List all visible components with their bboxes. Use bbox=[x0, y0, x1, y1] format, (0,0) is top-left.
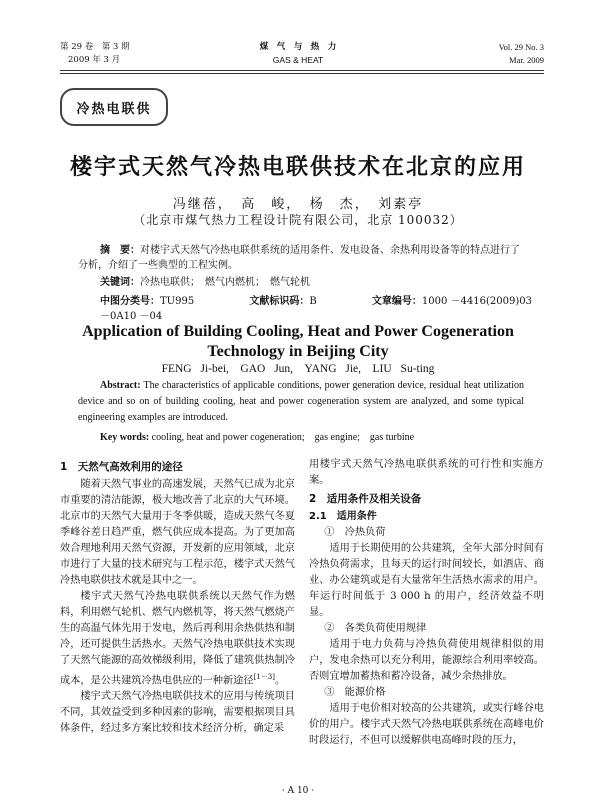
body-column-right bbox=[309, 457, 544, 749]
header-rule bbox=[60, 70, 544, 71]
paragraph bbox=[60, 589, 295, 689]
abstract-cn-text: 对楼宇式天然气冷热电联供系统的适用条件、发电设备、余热利用设备等的特点进行了分析，介绍了一些典型的工程实例。 bbox=[78, 245, 520, 271]
title-en-line2: Technology in Beijing City bbox=[207, 343, 389, 360]
authors-cn: 冯继蓓， 高 峻， 杨 杰， 刘素亭 bbox=[172, 197, 424, 212]
header-rule-2 bbox=[60, 73, 544, 74]
doc-code-value: B bbox=[309, 296, 317, 307]
clc-value: TU995 bbox=[160, 296, 195, 307]
paragraph-end: 。 bbox=[274, 675, 286, 687]
classification-line bbox=[100, 292, 540, 322]
keywords-en bbox=[100, 428, 540, 443]
body-column-left bbox=[60, 457, 295, 737]
paragraph: 用楼宇式天然气冷热电联供系统的可行性和实施方案。 bbox=[309, 459, 544, 486]
item-heading: ① 冷热负荷 bbox=[324, 527, 386, 538]
article-id-label: 文章编号： bbox=[371, 296, 422, 307]
article-id-value: 1000 －4416(2009)03 －0A10 －04 bbox=[100, 296, 532, 322]
paragraph: 楼宇式天然气冷热电联供技术的应用与传统项目不同，其效益受到多种因素的影响，需要根据项目具体条件，经过多方案比较和技术经济分析，确定采 bbox=[60, 691, 295, 735]
abstract-en-text: The characteristics of applicable conditions, power generation device, residual heat utilization device and so on of building cooling, heat and power cogeneration system are analyzed, and some typical engineering examples are introduced. bbox=[78, 380, 524, 423]
item-heading: ② 各类负荷使用规律 bbox=[324, 623, 427, 634]
journal-vol-en: Vol. 29 No. 3 bbox=[498, 42, 544, 52]
journal-volume-issue: 第 29 卷 第 3 期 bbox=[60, 42, 130, 52]
item-heading: ③ 能源价格 bbox=[324, 687, 386, 698]
abstract-en-label: Abstract: bbox=[100, 380, 141, 391]
paragraph: 适用于电力负荷与冷热负荷使用规律相似的用户，发电余热可以充分利用，能源综合利用率较高。否则宜增加蓄热和蓄冷设备，减少余热排放。 bbox=[309, 639, 544, 682]
paragraph: 适用于长期使用的公共建筑，全年大部分时间有冷热负荷需求，且每天的运行时间较长，如酒店、商业、办公建筑或是有大量常年生活热水需求的用户。年运行时间低于 3 000 h 的用户，经济效益不明显。 bbox=[309, 543, 544, 618]
citation: [1－3] bbox=[253, 673, 275, 681]
doc-code-label: 文献标识码： bbox=[249, 296, 310, 307]
paragraph: 适用于电价相对较高的公共建筑，或实行峰谷电价的用户。楼宇式天然气冷热电联供系统在高峰电价时段运行，不但可以缓解供电高峰时段的压力， bbox=[309, 703, 544, 746]
abstract-cn-label: 摘 要： bbox=[100, 245, 140, 256]
section-1-heading: 1 天然气高效利用的途径 bbox=[60, 461, 183, 473]
keywords-en-text: cooling, heat and power cogeneration; gas engine; gas turbine bbox=[151, 432, 415, 443]
journal-name-en: GAS & HEAT bbox=[272, 55, 324, 65]
article-title-cn: 楼宇式天然气冷热电联供技术在北京的应用 bbox=[69, 154, 526, 180]
keywords-cn-text: 冷热电联供； 燃气内燃机； 燃气轮机 bbox=[140, 277, 310, 288]
journal-date-en: Mar. 2009 bbox=[509, 55, 544, 65]
affiliation-cn: （北京市煤气热力工程设计院有限公司，北京 100032） bbox=[133, 213, 463, 227]
keywords-en-label: Key words: bbox=[100, 432, 150, 443]
abstract-cn bbox=[78, 243, 524, 273]
column-tag bbox=[60, 88, 168, 126]
authors-en: FENG Ji-bei, GAO Jun, YANG Jie, LIU Su-ting bbox=[161, 363, 435, 375]
subsection-2-1-heading: 2.1 适用条件 bbox=[309, 511, 377, 522]
article-title-en bbox=[0, 322, 596, 362]
abstract-en bbox=[78, 378, 524, 426]
journal-name-cn: 煤 气 与 热 力 bbox=[259, 42, 337, 52]
journal-date: 2009 年 3 月 bbox=[68, 55, 121, 65]
paragraph: 随着天然气事业的高速发展，天然气已成为北京市重要的清洁能源，极大地改善了北京的大气环境。北京市的天然气大量用于冬季供暖，造成天然气冬夏季峰谷差日趋严重，燃气供应成本提高。为了更加高效合理地利用天然气资源，开发新的应用领域，北京市进行了大量的技术研究与工程示范，楼宇式天然气冷热电联供技术就是其中之一。 bbox=[60, 479, 295, 586]
paragraph-text: 楼宇式天然气冷热电联供系统以天然气作为燃料，利用燃气轮机、燃气内燃机等，将天然气燃烧产生的高温气体先用于发电，然后再利用余热供热和制冷，还可提供生活热水。天然气冷热电联供技术实现了天然气能源的高效梯级利用，降低了建筑供热制冷成本，是公共建筑冷热电供应的一种新途径 bbox=[60, 591, 295, 687]
section-2-heading: 2 适用条件及相关设备 bbox=[309, 493, 422, 505]
title-en-line1: Application of Building Cooling, Heat and Power Cogeneration bbox=[82, 323, 514, 340]
keywords-cn bbox=[100, 276, 520, 290]
page-number: · A 10 · bbox=[281, 786, 315, 796]
column-tag-label: 冷热电联供 bbox=[76, 101, 152, 117]
clc-label: 中图分类号： bbox=[100, 296, 160, 307]
keywords-cn-label: 关键词： bbox=[100, 277, 140, 288]
